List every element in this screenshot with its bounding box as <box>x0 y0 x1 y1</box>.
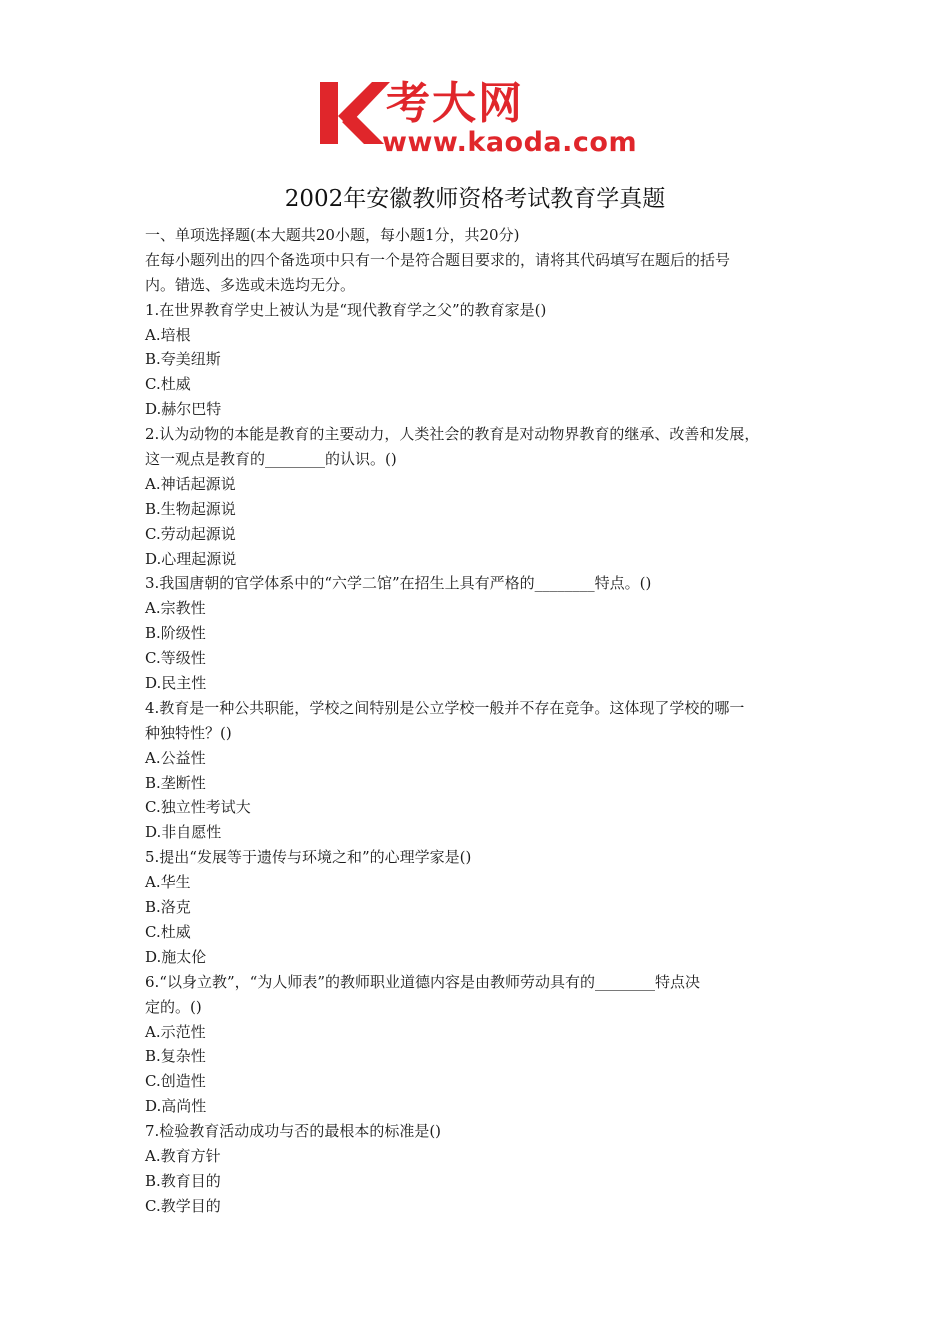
option: D.心理起源说 <box>145 549 237 568</box>
option: B.生物起源说 <box>145 499 236 518</box>
option: C.杜威 <box>145 375 191 394</box>
option: D.高尚性 <box>145 1097 207 1116</box>
question-2-cont: 这一观点是教育的________的认识。() <box>145 450 397 469</box>
logo-brand-text: 考大网 <box>386 78 524 129</box>
option: B.教育目的 <box>145 1171 221 1190</box>
option: C.教学目的 <box>145 1196 221 1215</box>
question-body <box>145 223 825 1219</box>
option: A.宗教性 <box>145 599 206 618</box>
question-3: 3.我国唐朝的官学体系中的“六学二馆”在招生上具有严格的________特点。() <box>145 574 652 593</box>
option: B.复杂性 <box>145 1047 206 1066</box>
question-6: 6.“以身立教”，“为人师表”的教师职业道德内容是由教师劳动具有的________特点决 <box>145 972 700 991</box>
question-4: 4.教育是一种公共职能，学校之间特别是公立学校一般并不存在竞争。这体现了学校的哪一 <box>145 698 745 717</box>
question-6-cont: 定的。() <box>145 997 202 1016</box>
option: C.独立性考试大 <box>145 798 251 817</box>
option: A.华生 <box>145 873 191 892</box>
option: A.培根 <box>145 325 191 344</box>
option: B.垄断性 <box>145 773 206 792</box>
option: B.夸美纽斯 <box>145 350 221 369</box>
k-logo-icon <box>318 78 390 148</box>
question-4-cont: 种独特性？() <box>145 723 232 742</box>
option: C.杜威 <box>145 922 191 941</box>
option: A.示范性 <box>145 1022 206 1041</box>
option: D.民主性 <box>145 674 207 693</box>
option: A.公益性 <box>145 748 206 767</box>
page-title: 2002年安徽教师资格考试教育学真题 <box>284 186 666 212</box>
option: B.阶级性 <box>145 624 206 643</box>
question-7: 7.检验教育活动成功与否的最根本的标准是() <box>145 1122 442 1141</box>
question-5: 5.提出“发展等于遗传与环境之和”的心理学家是() <box>145 848 472 867</box>
question-1: 1.在世界教育学史上被认为是“现代教育学之父”的教育家是() <box>145 300 547 319</box>
question-2: 2.认为动物的本能是教育的主要动力，人类社会的教育是对动物界教育的继承、改善和发展， <box>145 425 760 444</box>
logo-url-text: www.kaoda.com <box>382 127 638 158</box>
option: D.赫尔巴特 <box>145 400 222 419</box>
option: C.等级性 <box>145 649 206 668</box>
instructions-line: 在每小题列出的四个备选项中只有一个是符合题目要求的，请将其代码填写在题后的括号 <box>145 250 731 269</box>
option: B.洛克 <box>145 898 191 917</box>
option: D.非自愿性 <box>145 823 222 842</box>
option: D.施太伦 <box>145 947 207 966</box>
option: C.创造性 <box>145 1072 206 1091</box>
option: A.教育方针 <box>145 1146 221 1165</box>
kaoda-logo <box>318 78 640 162</box>
option: A.神话起源说 <box>145 474 236 493</box>
option: C.劳动起源说 <box>145 524 236 543</box>
section-heading: 一、单项选择题(本大题共20小题，每小题1分，共20分) <box>145 226 520 244</box>
instructions-line: 内。错选、多选或未选均无分。 <box>145 275 356 294</box>
